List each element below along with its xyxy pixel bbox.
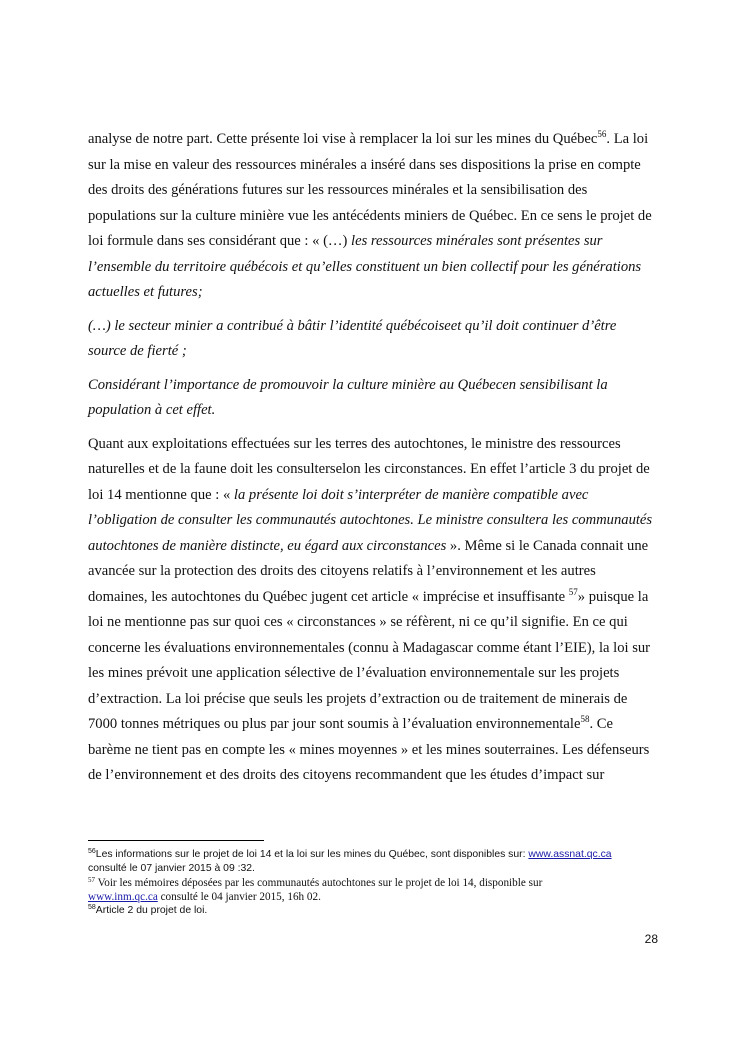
paragraph-2 xyxy=(88,314,654,365)
footnote-56-continued: consulté le 07 janvier 2015 à 09 :32. xyxy=(88,863,255,874)
text-line: loi ne mentionne pas sur quoi ces « circonstances » se réfèrent, ni ce qu’il signifie. En ce qui xyxy=(88,614,628,630)
text-line: les mines prévoit une application sélective de l’évaluation environnementale sur les projets xyxy=(88,665,620,681)
footnote-ref-58[interactable]: 58 xyxy=(580,714,590,724)
text-line: avancée sur la protection des droits des citoyens relatifs à l’environnement et les autres xyxy=(88,563,596,579)
text-line: de l’environnement et des droits des citoyens recommandent que les études d’impact sur xyxy=(88,767,605,783)
text-line: populations sur la culture minière vue les antécédents miniers de Québec. En ce sens le projet de xyxy=(88,207,652,224)
body-text xyxy=(88,127,654,789)
text-line: Quant aux exploitations effectuées sur les terres des autochtones, le ministre des ressources xyxy=(88,435,621,452)
text-line: l’ensemble du territoire québécois et qu’elles constituent un bien collectif pour les générations xyxy=(88,258,642,275)
footnotes xyxy=(88,848,668,918)
text-line: des droits des générations futures sur les ressources minérales et la sensibilisation des xyxy=(88,182,588,198)
footnote-ref-56[interactable]: 56 xyxy=(597,129,607,139)
footnote-link-inm[interactable]: www.inm.qc.ca xyxy=(88,891,158,903)
text-line: loi 14 mentionne que : « la présente loi doit s’interpréter de manière compatible avec xyxy=(88,486,589,503)
paragraph-3 xyxy=(88,373,654,424)
text-line: population à cet effet. xyxy=(88,402,216,418)
text-line: actuelles et futures; xyxy=(88,284,203,300)
text-line: 7000 tonnes métriques ou plus par jour sont soumis à l’évaluation environnementale$^{58}$. Ce xyxy=(88,714,613,732)
paragraph-4 xyxy=(88,432,654,789)
paragraph-1 xyxy=(88,127,654,306)
text-line: Considérant l’importance de promouvoir la culture minière au Québecen sensibilisant la xyxy=(88,376,608,393)
text-line: l’obligation de consulter les communautés autochtones. Le ministre consultera les communautés xyxy=(88,512,653,528)
footnote-link-assnat[interactable]: www.assnat.qc.ca xyxy=(528,849,612,860)
footnote-57-continued: www.inm.qc.ca consulté le 04 janvier 2015, 16h 02. xyxy=(88,891,321,903)
text-line: loi formule dans ses considérant que : « (…) les ressources minérales sont présentes sur xyxy=(88,233,603,249)
footnote-57: $^{57}$ Voir les mémoires déposées par les communautés autochtones sur le projet de loi 14, disponible sur xyxy=(88,876,543,889)
text-line: source de fierté ; xyxy=(88,343,187,359)
text-line: naturelles et de la faune doit les consulterselon les circonstances. En effet l’article 3 du projet de xyxy=(88,461,650,477)
text-line: sur la mise en valeur des ressources minérales a inséré dans ses dispositions la prise en compte xyxy=(88,156,641,173)
text-line: analyse de notre part. Cette présente loi vise à remplacer la loi sur les mines du Québec$^{56}$. La loi xyxy=(88,129,649,147)
text-line: autochtones de manière distincte, eu égard aux circonstances ». Même si le Canada connait une xyxy=(88,537,649,554)
text-line: concerne les évaluations environnementales (connu à Madagascar comme étant l’EIE), la loi sur xyxy=(88,639,651,656)
text-line: domaines, les autochtones du Québec jugent cet article « imprécise et insuffisante $^{57}$» puisque la xyxy=(88,586,649,605)
footnote-separator xyxy=(88,840,264,841)
footnote-ref-57[interactable]: 57 xyxy=(568,586,578,597)
page-number: 28 xyxy=(644,932,658,946)
text-line: d’extraction. La loi précise que seuls les projets d’extraction ou de traitement de minerais de xyxy=(88,690,628,707)
footnote-58: $^{58}$Article 2 du projet de loi. xyxy=(88,904,208,916)
footnote-56: $^{56}$Les informations sur le projet de loi 14 et la loi sur les mines du Québec, sont disponibles sur: www.assnat.qc.ca xyxy=(88,848,612,860)
text-line: barème ne tient pas en compte les « mines moyennes » et les mines souterraines. Les défenseurs xyxy=(88,741,650,758)
text-line: (…) le secteur minier a contribué à bâtir l’identité québécoiseet qu’il doit continuer d’être xyxy=(88,317,617,334)
